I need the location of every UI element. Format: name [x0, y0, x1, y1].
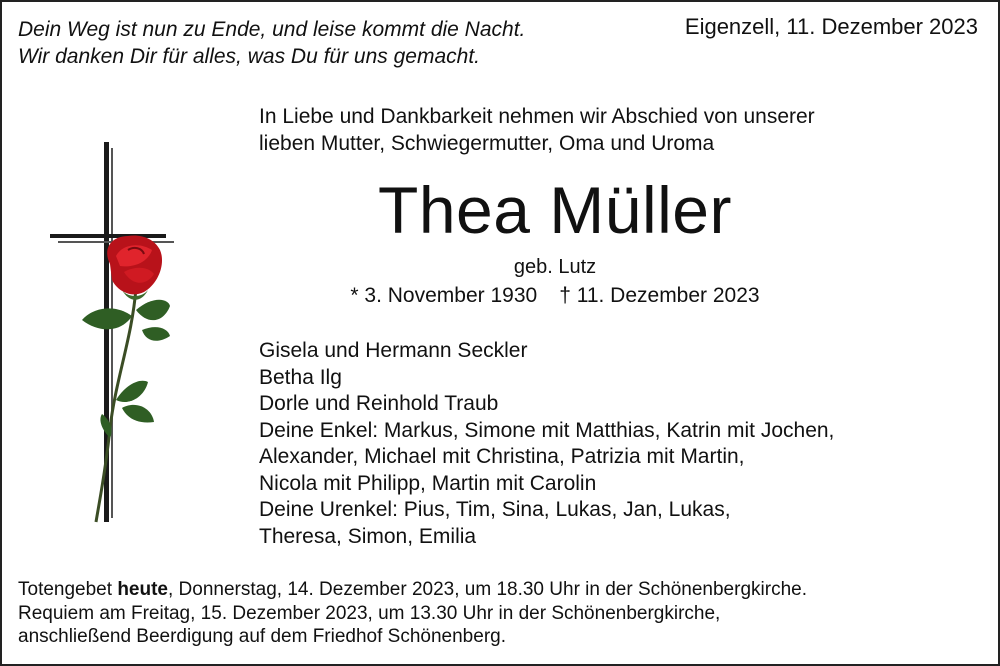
service-line-3: anschließend Beerdigung auf dem Friedhof Schönenberg.	[18, 626, 506, 647]
service-details	[18, 578, 807, 649]
life-dates	[0, 284, 1000, 308]
place-and-date: Eigenzell, 11. Dezember 2023	[684, 14, 978, 39]
motto-verse	[18, 16, 525, 70]
rose-leaf	[122, 405, 154, 423]
mourner-line: Deine Enkel: Markus, Simone mit Matthias, Katrin mit Jochen,	[259, 418, 835, 442]
service-line-1	[18, 578, 807, 602]
mourner-line: Theresa, Simon, Emilia	[259, 524, 477, 548]
maiden-name: geb. Lutz	[513, 256, 597, 278]
service-line-1-emphasis: heute	[117, 579, 168, 600]
mourner-line: Dorle und Reinhold Traub	[259, 392, 499, 415]
mourner-line: Deine Urenkel: Pius, Tim, Sina, Lukas, Jan, Lukas,	[259, 498, 731, 521]
farewell-intro	[259, 103, 815, 157]
mourner-line: Nicola mit Philipp, Martin mit Carolin	[259, 471, 597, 495]
mourner-line: Alexander, Michael mit Christina, Patrizia mit Martin,	[259, 445, 745, 468]
intro-line-1: In Liebe und Dankbarkeit nehmen wir Abschied von unserer	[259, 105, 815, 128]
rose-leaf	[142, 327, 170, 341]
birth-date: * 3. November 1930	[350, 284, 538, 307]
rose-leaf	[116, 381, 148, 402]
service-line-1-start: Totengebet	[18, 579, 118, 600]
deceased-name: Thea Müller	[378, 173, 732, 247]
motto-line-1: Dein Weg ist nun zu Ende, und leise kommt die Nacht.	[18, 18, 526, 41]
motto-line-2: Wir danken Dir für alles, was Du für uns gemacht.	[18, 45, 480, 68]
rose-leaf	[82, 308, 132, 329]
death-date: † 11. Dezember 2023	[559, 284, 760, 307]
mourner-line: Betha Ilg	[259, 365, 342, 389]
mourners-list	[259, 338, 834, 550]
mourner-line: Gisela und Hermann Seckler	[259, 339, 528, 362]
intro-line-2: lieben Mutter, Schwiegermutter, Oma und Uroma	[259, 132, 715, 155]
service-line-1-end: , Donnerstag, 14. Dezember 2023, um 18.30 Uhr in der Schönenbergkirche.	[168, 579, 807, 600]
service-line-2: Requiem am Freitag, 15. Dezember 2023, um 13.30 Uhr in der Schönenbergkirche,	[18, 602, 721, 624]
